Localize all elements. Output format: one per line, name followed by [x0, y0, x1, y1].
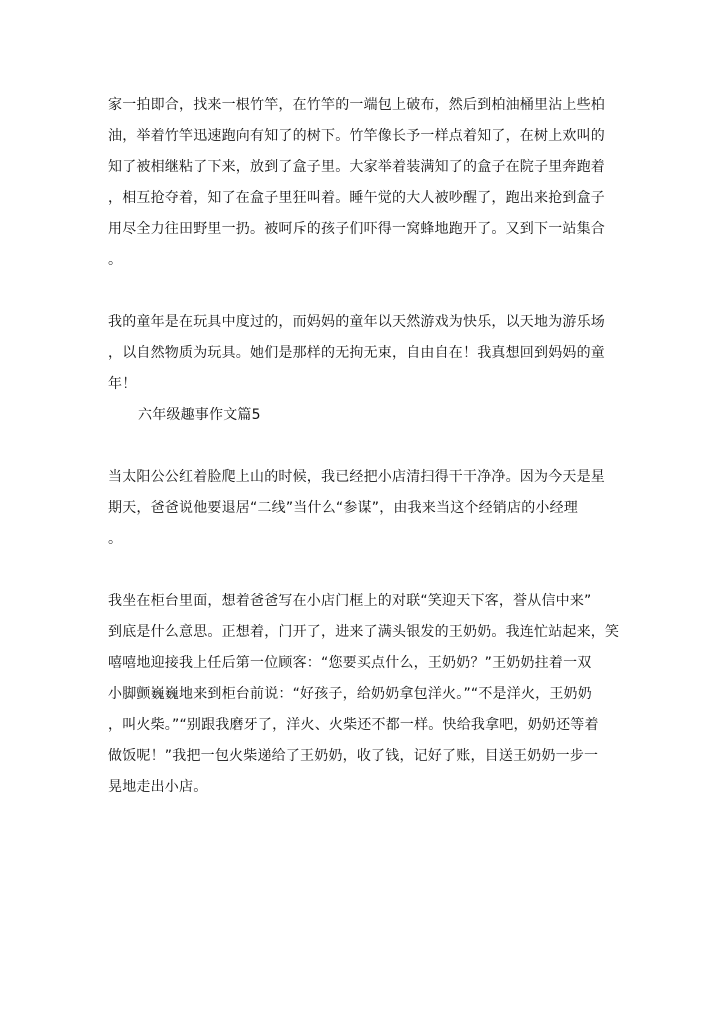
paragraph-4-line: 晃地走出小店。	[108, 779, 208, 795]
paragraph-2-line: 我的童年是在玩具中度过的，而妈妈的童年以天然游戏为快乐，以天地为游乐场	[108, 314, 605, 330]
paragraph-1-line: 。	[108, 252, 123, 268]
paragraph-2-line: 年！	[108, 376, 137, 392]
paragraph-2-line: ，以自然物质为玩具。她们是那样的无拘无束，自由自在！我真想回到妈妈的童	[108, 345, 605, 361]
paragraph-4-line: 小脚颤巍巍地来到柜台前说：“好孩子，给奶奶拿包洋火。”“不是洋火，王奶奶	[108, 686, 592, 702]
paragraph-1-line: 家一拍即合，找来一根竹竿，在竹竿的一端包上破布，然后到柏油桶里沾上些柏	[108, 97, 605, 113]
paragraph-1-line: 知了被相继粘了下来，放到了盒子里。大家举着装满知了的盒子在院子里奔跑着	[108, 159, 605, 175]
paragraph-4-line: ，叫火柴。”“别跟我磨牙了，洋火、火柴还不都一样。快给我拿吧，奶奶还等着	[108, 717, 599, 733]
paragraph-4-line: 做饭呢！”我把一包火柴递给了王奶奶，收了钱，记好了账，目送王奶奶一步一	[108, 748, 599, 764]
paragraph-3-line: 当太阳公公红着脸爬上山的时候，我已经把小店清扫得干干净净。因为今天是星	[108, 469, 605, 485]
section-heading: 六年级趣事作文篇5	[138, 407, 261, 423]
paragraph-4-line: 到底是什么意思。正想着，门开了，进来了满头银发的王奶奶。我连忙站起来，笑	[108, 624, 620, 640]
paragraph-4-line: 我坐在柜台里面，想着爸爸写在小店门框上的对联“笑迎天下客，誉从信中来”	[108, 593, 592, 609]
paragraph-3-line: 期天，爸爸说他要退居“二线”当什么“参谋”，由我来当这个经销店的小经理	[108, 500, 579, 516]
paragraph-1-line: 用尽全力往田野里一扔。被呵斥的孩子们吓得一窝蜂地跑开了。又到下一站集合	[108, 221, 605, 237]
paragraph-4-line: 嘻嘻地迎接我上任后第一位顾客：“您要买点什么，王奶奶？”王奶奶拄着一双	[108, 655, 592, 671]
paragraph-1-line: 油，举着竹竿迅速跑向有知了的树下。竹竿像长予一样点着知了，在树上欢叫的	[108, 128, 605, 144]
paragraph-3-line: 。	[108, 531, 123, 547]
paragraph-1-line: ，相互抢夺着，知了在盒子里狂叫着。睡午觉的大人被吵醒了，跑出来抢到盒子	[108, 190, 605, 206]
